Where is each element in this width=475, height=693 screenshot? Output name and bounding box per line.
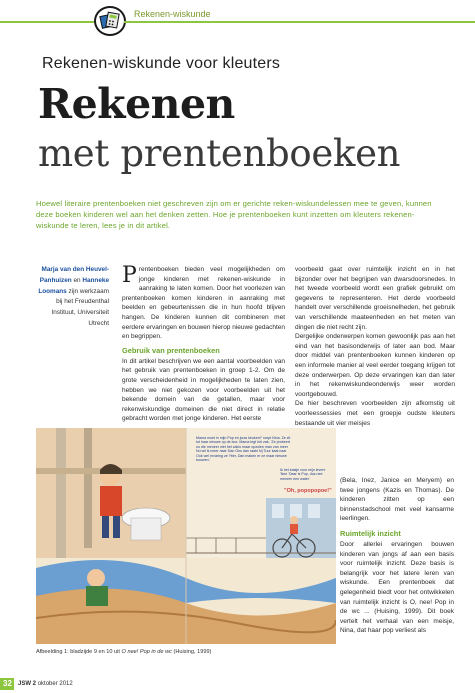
paragraph: Door allerlei ervaringen bouwen kinderen van jongs af aan een basis voor ruimtelijk inzicht. Deze basis is belangrijk voor het latere leren van wiskunde. Een prentenboek dat gelegenheid biedt voor het ontwikkelen van ruimtelijk inzicht is O, nee! Pop in de wc ... (Huising, 1999). Dit boek vertelt het verhaal van een meisje, Nina, dat haar pop verliest als — [340, 540, 454, 635]
caption-book-title: O nee! Pop in de wc — [121, 649, 172, 655]
author-bio: zijn werkzaam bij het Freudenthal Instituut, Universiteit Utrecht — [51, 287, 109, 327]
paragraph-text: rentenboeken bieden veel mogelijkheden om jonge kinderen met rekenen-wiskunde in aanraking te laten komen. Door het voorlezen van prentenboeken komen kinderen in aanraking met beelden en gebeurtenissen die in hun hoofd blijven hangen. De kinderen kunnen dit combineren met eerdere ervaringen en bouwen hierop nieuwe gedachten en begrippen. — [122, 266, 285, 341]
caption-suffix: (Huising, 1999) — [173, 649, 212, 655]
issue-date: oktober 2012 — [37, 681, 73, 687]
section-label: Rekenen-wiskunde — [134, 9, 211, 19]
speech-text-c: "Oh, popopopoe!" — [284, 488, 332, 494]
paragraph: De hier beschreven voorbeelden zijn afkomstig uit voorleessessies met een groepje oudste kleuters bestaande uit vier meisjes — [295, 400, 455, 427]
author-connector: en — [73, 276, 81, 284]
calculator-book-icon — [94, 6, 126, 36]
page-number: 32 — [3, 679, 12, 688]
speech-text-a: Mama moet in mijn Pop en jouw keuken!" roept Nina. Ze zit tot haar nieuwe op de box. Mama legt het zak. 'Ze probeert nu die meneer niet het zaklo maar opzolen man van meer Nu wil ik meer naar Dan Ons dan raakt hij Tuur kaal naar Ook wel ervaring ze 'Hier, Dan maken er ze maar nieuwe bouwen.' — [196, 436, 291, 463]
paragraph: (Bela, Inez, Janice en Meryem) en twee jongens (Kazis en Thomas). De kinderen zitten op een binnenstadschool met veel kansarme leerlingen. — [340, 477, 454, 523]
magazine-name: JSW 2 — [18, 681, 37, 687]
subhead-ruimtelijk: Ruimtelijk inzicht — [340, 528, 401, 538]
subhead-gebruik: Gebruik van prentenboeken — [122, 345, 220, 355]
paragraph — [122, 265, 285, 342]
paragraph: Dergelijke onderwerpen komen gewoonlijk pas aan het eind van het basisonderwijs of later aan bod. Maar door middel van prentenboeken kunnen kinderen op een informele manier al veel eerder toegang krijgen tot deze onderwerpen. Op deze ervaringen kan dan later in het rekenwiskundeonderwijs weer worden voortgebouwd. — [295, 333, 455, 398]
header-rule-left — [0, 21, 94, 23]
drop-cap: P — [122, 263, 137, 288]
article-title-line2: met prentenboeken — [38, 132, 401, 175]
paragraph: In dit artikel beschrijven we een aantal voorbeelden van het gebruik van prentenboeken in groep 1-2. Om de grote verscheidenheid in mogelijkheden te laten zien, hebben we niet gekozen voor voorbeelden uit het bekende domein van de getallen, maar voor rekenwiskundige domeinen die niet direct in relatie gebracht worden met jonge kinderen. Het eerste — [122, 357, 285, 423]
article-title-line1: Rekenen — [38, 80, 235, 128]
body-column-2 — [295, 265, 455, 428]
author-name-2: Hanneke Loomans — [38, 276, 109, 295]
magazine-issue — [18, 681, 73, 687]
article-kicker: Rekenen-wiskunde voor kleuters — [42, 55, 281, 72]
author-name-1: Marja van den Heuvel-Panhuizen — [39, 266, 109, 284]
author-block — [36, 265, 109, 330]
article-lead: Hoewel literaire prentenboeken niet geschreven zijn om er gerichte reken-wiskundelessen mee te geven, kunnen deze boeken kinderen wel aan het denken zetten. Hoe je prentenboeken kunt inzetten om kleuters rekenen-wiskunde te leren, lees je in dit artikel. — [36, 199, 432, 231]
speech-text-b: Ik het kastje voor mijn leven! 'Nee 'Daar is Pop, dus nee meneer een water' — [280, 468, 326, 481]
figure-caption — [36, 649, 211, 655]
body-column-1 — [122, 265, 285, 424]
paragraph: voorbeeld gaat over ruimtelijk inzicht en in het bijzonder over het begrijpen van dwarsdoorsnedes. In het tweede voorbeeld wordt een grafiek gebruikt om gegevens te representeren. Het derde voorbeeld handelt over verschillende groeisnelheden, het gebruik van verschillende maateenheden en het meten van dingen die niet recht zijn. — [295, 266, 455, 331]
caption-prefix: Afbeelding 1: bladzijde 9 en 10 uit — [36, 649, 120, 655]
book-illustration — [36, 428, 336, 644]
body-column-3 — [340, 476, 454, 636]
header-rule-right — [124, 21, 475, 23]
